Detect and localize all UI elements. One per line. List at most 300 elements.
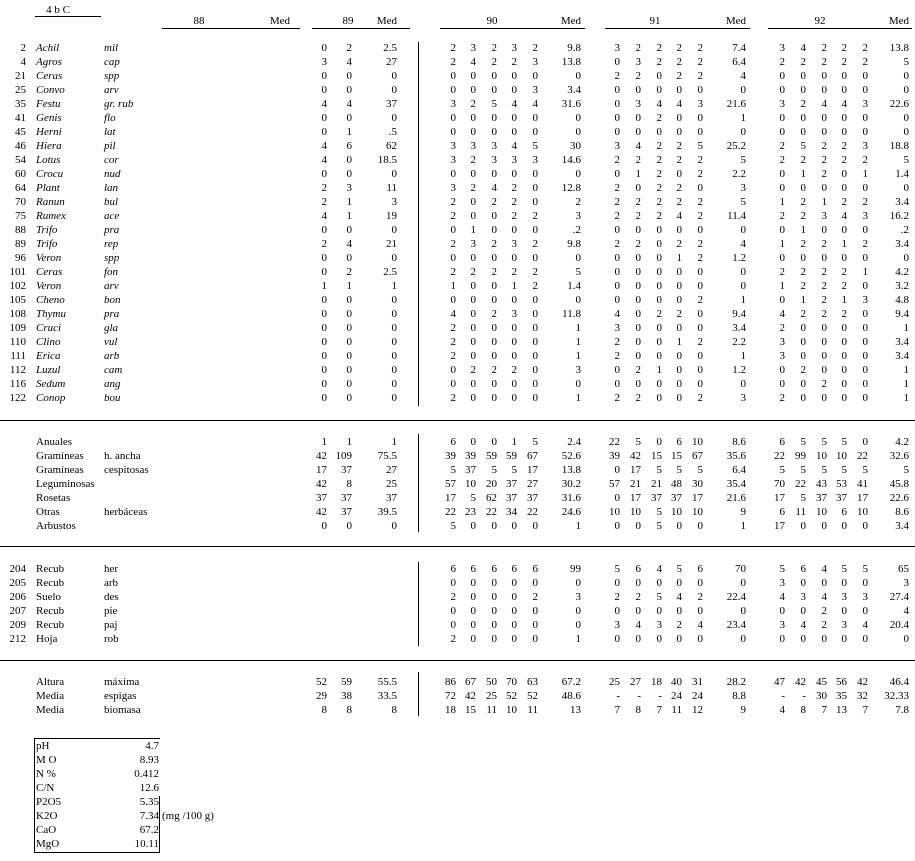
species-genus: Achil: [36, 42, 60, 54]
mean-cell: 13.8: [561, 56, 581, 68]
value-cell: -: [658, 690, 662, 702]
value-cell: 7: [821, 704, 827, 716]
species-genus: Ceras: [36, 266, 63, 278]
value-cell: 0: [800, 605, 806, 617]
value-cell: 0: [635, 322, 641, 334]
value-cell: 2: [697, 154, 703, 166]
value-cell: 2: [800, 280, 806, 292]
mean-cell: 1.4: [567, 280, 581, 292]
species-genus: Agros: [36, 56, 62, 68]
value-cell: 0: [821, 336, 827, 348]
med-header: Med: [888, 15, 909, 27]
species-epithet: rep: [104, 238, 119, 250]
value-cell: 4: [779, 591, 785, 603]
value-cell: 0: [821, 224, 827, 236]
value-cell: 0: [346, 84, 352, 96]
mean-cell: 23.4: [726, 619, 746, 631]
year-label: 89: [342, 15, 354, 27]
value-cell: 57: [609, 478, 620, 490]
value-cell: 0: [470, 322, 476, 334]
value-cell: 2: [470, 266, 476, 278]
value-cell: 2: [635, 42, 641, 54]
value-cell: 4: [470, 56, 476, 68]
value-cell: 0: [614, 605, 620, 617]
value-cell: 10: [506, 704, 517, 716]
mean-cell: 13.8: [561, 464, 581, 476]
value-cell: 0: [511, 619, 517, 631]
value-cell: 0: [676, 112, 682, 124]
species-genus: Genis: [36, 112, 62, 124]
mean-cell: 1: [391, 280, 397, 292]
value-cell: 0: [656, 378, 662, 390]
mean-cell: 7.4: [732, 42, 746, 54]
value-cell: 2: [697, 294, 703, 306]
mean-cell: 0: [575, 70, 581, 82]
value-cell: 0: [841, 322, 847, 334]
value-cell: 2: [450, 210, 456, 222]
value-cell: 0: [656, 392, 662, 404]
value-cell: 0: [321, 266, 327, 278]
value-cell: 3: [614, 619, 620, 631]
value-cell: 0: [532, 577, 538, 589]
value-cell: 0: [656, 84, 662, 96]
value-cell: 4: [491, 182, 497, 194]
value-cell: 0: [676, 605, 682, 617]
value-cell: 0: [697, 378, 703, 390]
mean-cell: 0: [903, 112, 909, 124]
value-cell: 2: [635, 591, 641, 603]
mean-cell: 3: [575, 210, 581, 222]
value-cell: 2: [614, 350, 620, 362]
soil-box-right: [159, 796, 160, 852]
mean-cell: 2.5: [383, 42, 397, 54]
value-cell: 2: [450, 196, 456, 208]
value-cell: 0: [656, 294, 662, 306]
value-cell: 0: [779, 633, 785, 645]
value-cell: 0: [676, 126, 682, 138]
value-cell: 4: [676, 98, 682, 110]
value-cell: 0: [779, 126, 785, 138]
mean-cell: 2.2: [732, 168, 746, 180]
mean-cell: 3: [391, 196, 397, 208]
value-cell: 0: [779, 605, 785, 617]
value-cell: 5: [697, 140, 703, 152]
species-genus: Luzul: [36, 364, 61, 376]
value-cell: 22: [795, 478, 806, 490]
value-cell: 0: [635, 84, 641, 96]
species-number: 116: [9, 378, 26, 390]
value-cell: 48: [671, 478, 682, 490]
value-cell: 0: [656, 577, 662, 589]
soil-value: 12.6: [139, 782, 159, 794]
value-cell: 1: [800, 224, 806, 236]
value-cell: 0: [841, 577, 847, 589]
value-cell: 0: [676, 577, 682, 589]
value-cell: 67: [527, 450, 538, 462]
mean-cell: 0: [740, 224, 746, 236]
value-cell: 2: [450, 633, 456, 645]
value-cell: 2: [779, 56, 785, 68]
mean-cell: 0: [391, 294, 397, 306]
mean-cell: 3: [575, 591, 581, 603]
value-cell: 2: [321, 182, 327, 194]
mean-cell: 3.2: [895, 280, 909, 292]
soil-value: 8.93: [139, 754, 159, 766]
value-cell: 2: [511, 364, 517, 376]
mean-cell: 0: [740, 84, 746, 96]
soil-label: C/N: [36, 782, 55, 794]
mean-cell: 32.6: [889, 450, 909, 462]
mean-cell: 21.6: [726, 98, 746, 110]
value-cell: 11: [486, 704, 497, 716]
mean-cell: 2.5: [383, 266, 397, 278]
mean-cell: 0: [391, 252, 397, 264]
value-cell: 0: [511, 168, 517, 180]
value-cell: 0: [532, 182, 538, 194]
value-cell: 0: [862, 633, 868, 645]
mean-cell: 27: [386, 464, 397, 476]
value-cell: 42: [316, 506, 327, 518]
value-cell: 29: [316, 690, 327, 702]
value-cell: 2: [450, 56, 456, 68]
species-number: 25: [15, 84, 26, 96]
mean-cell: 0: [391, 84, 397, 96]
mean-cell: 32.33: [884, 690, 909, 702]
value-cell: 0: [511, 520, 517, 532]
group-name: Otras: [36, 506, 60, 518]
mean-cell: 2: [575, 196, 581, 208]
value-cell: 0: [346, 154, 352, 166]
mean-cell: 0: [575, 577, 581, 589]
mean-cell: 37: [386, 492, 397, 504]
value-cell: 0: [821, 322, 827, 334]
mean-cell: 3.4: [895, 520, 909, 532]
value-cell: 2: [779, 392, 785, 404]
mean-cell: 28.2: [726, 676, 746, 688]
value-cell: 0: [635, 252, 641, 264]
mean-cell: 5: [740, 196, 746, 208]
value-cell: 0: [800, 633, 806, 645]
value-cell: 2: [635, 154, 641, 166]
value-cell: 0: [800, 126, 806, 138]
value-cell: 0: [321, 42, 327, 54]
mean-cell: 0: [903, 633, 909, 645]
value-cell: 3: [779, 336, 785, 348]
group-subname: cespitosas: [104, 464, 149, 476]
value-cell: 2: [676, 56, 682, 68]
value-cell: 5: [450, 520, 456, 532]
value-cell: 0: [450, 294, 456, 306]
mean-cell: 22.6: [889, 98, 909, 110]
value-cell: 0: [321, 520, 327, 532]
value-cell: 0: [346, 294, 352, 306]
value-cell: 11: [671, 704, 682, 716]
height-name: Altura: [36, 676, 65, 688]
value-cell: 17: [692, 492, 703, 504]
value-cell: 0: [821, 364, 827, 376]
value-cell: 2: [821, 266, 827, 278]
soil-label: K2O: [36, 810, 58, 822]
value-cell: 8: [800, 704, 806, 716]
mean-cell: 0: [740, 605, 746, 617]
value-cell: 2: [841, 196, 847, 208]
value-cell: 21: [630, 478, 641, 490]
value-cell: 0: [635, 182, 641, 194]
med-header: Med: [560, 15, 581, 27]
value-cell: 0: [656, 336, 662, 348]
value-cell: 2: [614, 210, 620, 222]
mean-cell: 20.4: [889, 619, 909, 631]
group-name: Gramíneas: [36, 450, 84, 462]
soil-label: CaO: [36, 824, 57, 836]
value-cell: 0: [821, 520, 827, 532]
mean-cell: 1.2: [732, 252, 746, 264]
value-cell: 2: [656, 308, 662, 320]
value-cell: 0: [511, 577, 517, 589]
value-cell: 6: [450, 436, 456, 448]
mean-cell: 21.6: [726, 492, 746, 504]
mean-cell: 4.2: [895, 266, 909, 278]
value-cell: 0: [321, 112, 327, 124]
mean-cell: 9: [740, 704, 746, 716]
cover-name: Hoja: [36, 633, 58, 645]
value-cell: 0: [676, 392, 682, 404]
mean-cell: 8.6: [732, 436, 746, 448]
value-cell: 3: [321, 56, 327, 68]
value-cell: 2: [470, 98, 476, 110]
mean-cell: 9.4: [732, 308, 746, 320]
value-cell: 0: [821, 350, 827, 362]
value-cell: 4: [697, 619, 703, 631]
value-cell: 4: [450, 308, 456, 320]
value-cell: 2: [800, 154, 806, 166]
value-cell: 0: [821, 70, 827, 82]
species-genus: Erica: [36, 350, 61, 362]
value-cell: 0: [532, 520, 538, 532]
value-cell: 5: [821, 436, 827, 448]
soil-value: 10.11: [134, 838, 159, 850]
value-cell: 10: [816, 450, 827, 462]
value-cell: 12: [692, 704, 703, 716]
value-cell: 67: [465, 676, 476, 688]
value-cell: 0: [800, 70, 806, 82]
value-cell: 2: [862, 196, 868, 208]
cover-name: Recub: [36, 619, 65, 631]
value-cell: 0: [656, 280, 662, 292]
value-cell: 2: [656, 196, 662, 208]
value-cell: 0: [346, 112, 352, 124]
species-number: 88: [15, 224, 26, 236]
species-number: 105: [9, 294, 26, 306]
value-cell: 3: [697, 98, 703, 110]
mean-cell: 21: [386, 238, 397, 250]
code-label: 4 b C: [46, 4, 70, 16]
value-cell: 0: [491, 168, 497, 180]
value-cell: 53: [836, 478, 847, 490]
species-genus: Convo: [36, 84, 65, 96]
value-cell: 0: [614, 252, 620, 264]
mean-cell: 1.4: [895, 168, 909, 180]
value-cell: 0: [821, 633, 827, 645]
value-cell: 59: [341, 676, 352, 688]
value-cell: 40: [671, 676, 682, 688]
value-cell: 5: [656, 506, 662, 518]
value-cell: 2: [676, 619, 682, 631]
value-cell: 5: [656, 520, 662, 532]
value-cell: 0: [532, 378, 538, 390]
value-cell: 22: [527, 506, 538, 518]
value-cell: 0: [450, 112, 456, 124]
value-cell: 0: [676, 633, 682, 645]
block-divider-species: [418, 42, 419, 406]
value-cell: 10: [609, 506, 620, 518]
value-cell: 0: [779, 84, 785, 96]
value-cell: 0: [532, 112, 538, 124]
value-cell: 0: [656, 238, 662, 250]
value-cell: 2: [656, 140, 662, 152]
value-cell: 2: [821, 42, 827, 54]
species-epithet: flo: [104, 112, 116, 124]
mean-cell: 0: [903, 252, 909, 264]
value-cell: 0: [321, 84, 327, 96]
value-cell: 2: [614, 336, 620, 348]
value-cell: 2: [697, 168, 703, 180]
value-cell: 0: [491, 392, 497, 404]
value-cell: 52: [527, 690, 538, 702]
value-cell: 0: [532, 308, 538, 320]
value-cell: 10: [836, 450, 847, 462]
value-cell: 2: [656, 154, 662, 166]
value-cell: 0: [656, 436, 662, 448]
group-name: Leguminosas: [36, 478, 95, 490]
value-cell: 0: [821, 84, 827, 96]
soil-box-bottom: [34, 852, 160, 853]
value-cell: 0: [862, 605, 868, 617]
mean-cell: 4: [740, 70, 746, 82]
value-cell: 2: [800, 308, 806, 320]
species-epithet: arv: [104, 280, 119, 292]
value-cell: 3: [614, 322, 620, 334]
value-cell: 2: [676, 70, 682, 82]
value-cell: 0: [450, 619, 456, 631]
value-cell: 2: [821, 280, 827, 292]
mean-cell: 67.2: [561, 676, 581, 688]
value-cell: 2: [491, 42, 497, 54]
value-cell: 0: [862, 322, 868, 334]
value-cell: 42: [316, 450, 327, 462]
mean-cell: 0: [575, 378, 581, 390]
value-cell: 2: [800, 56, 806, 68]
cover-subname: des: [104, 591, 119, 603]
value-cell: 0: [346, 70, 352, 82]
species-genus: Hiera: [36, 140, 62, 152]
group-name: Gramíneas: [36, 464, 84, 476]
value-cell: 2: [635, 196, 641, 208]
value-cell: 3: [779, 577, 785, 589]
value-cell: 0: [511, 224, 517, 236]
value-cell: 5: [676, 464, 682, 476]
value-cell: 2: [800, 196, 806, 208]
species-epithet: ang: [104, 378, 121, 390]
value-cell: 37: [506, 478, 517, 490]
mean-cell: 0: [740, 126, 746, 138]
med-header: Med: [376, 15, 397, 27]
value-cell: 2: [697, 336, 703, 348]
value-cell: 50: [486, 676, 497, 688]
value-cell: 0: [321, 378, 327, 390]
value-cell: 0: [676, 84, 682, 96]
species-genus: Clino: [36, 336, 61, 348]
mean-cell: 30.2: [561, 478, 581, 490]
value-cell: 2: [697, 56, 703, 68]
value-cell: 0: [635, 633, 641, 645]
value-cell: 0: [821, 577, 827, 589]
value-cell: 17: [774, 492, 785, 504]
value-cell: 2: [800, 210, 806, 222]
value-cell: 34: [506, 506, 517, 518]
value-cell: 0: [491, 605, 497, 617]
species-epithet: pra: [104, 308, 120, 320]
mean-cell: 1: [740, 294, 746, 306]
mean-cell: 0: [391, 308, 397, 320]
value-cell: 3: [862, 210, 868, 222]
value-cell: 2: [676, 42, 682, 54]
value-cell: 0: [821, 182, 827, 194]
species-number: 60: [15, 168, 26, 180]
value-cell: 2: [614, 196, 620, 208]
value-cell: 2: [676, 140, 682, 152]
value-cell: 21: [651, 478, 662, 490]
value-cell: 0: [841, 336, 847, 348]
value-cell: 17: [774, 520, 785, 532]
section-rule-3: [0, 660, 915, 661]
value-cell: 6: [511, 563, 517, 575]
soil-value: 7.34: [139, 810, 159, 822]
value-cell: 39: [445, 450, 456, 462]
value-cell: 0: [450, 126, 456, 138]
value-cell: 3: [862, 140, 868, 152]
value-cell: 2: [614, 392, 620, 404]
cover-subname: her: [104, 563, 119, 575]
value-cell: 22: [774, 450, 785, 462]
value-cell: 3: [450, 140, 456, 152]
value-cell: 1: [841, 238, 847, 250]
med-header: Med: [269, 15, 290, 27]
value-cell: -: [616, 690, 620, 702]
value-cell: 4: [614, 308, 620, 320]
value-cell: 32: [857, 690, 868, 702]
value-cell: 3: [532, 84, 538, 96]
value-cell: 2: [346, 42, 352, 54]
value-cell: 4: [821, 591, 827, 603]
value-cell: 0: [511, 322, 517, 334]
value-cell: 0: [862, 392, 868, 404]
species-epithet: lan: [104, 182, 119, 194]
value-cell: 2: [697, 252, 703, 264]
value-cell: 63: [527, 676, 538, 688]
value-cell: 37: [341, 506, 352, 518]
mean-cell: 48.6: [561, 690, 581, 702]
value-cell: 0: [346, 224, 352, 236]
value-cell: 0: [491, 436, 497, 448]
value-cell: 2: [511, 266, 517, 278]
value-cell: 4: [346, 56, 352, 68]
soil-box-left: [34, 738, 35, 852]
value-cell: 35: [836, 690, 847, 702]
value-cell: 5: [862, 563, 868, 575]
mean-cell: 33.5: [377, 690, 397, 702]
value-cell: 2: [614, 70, 620, 82]
